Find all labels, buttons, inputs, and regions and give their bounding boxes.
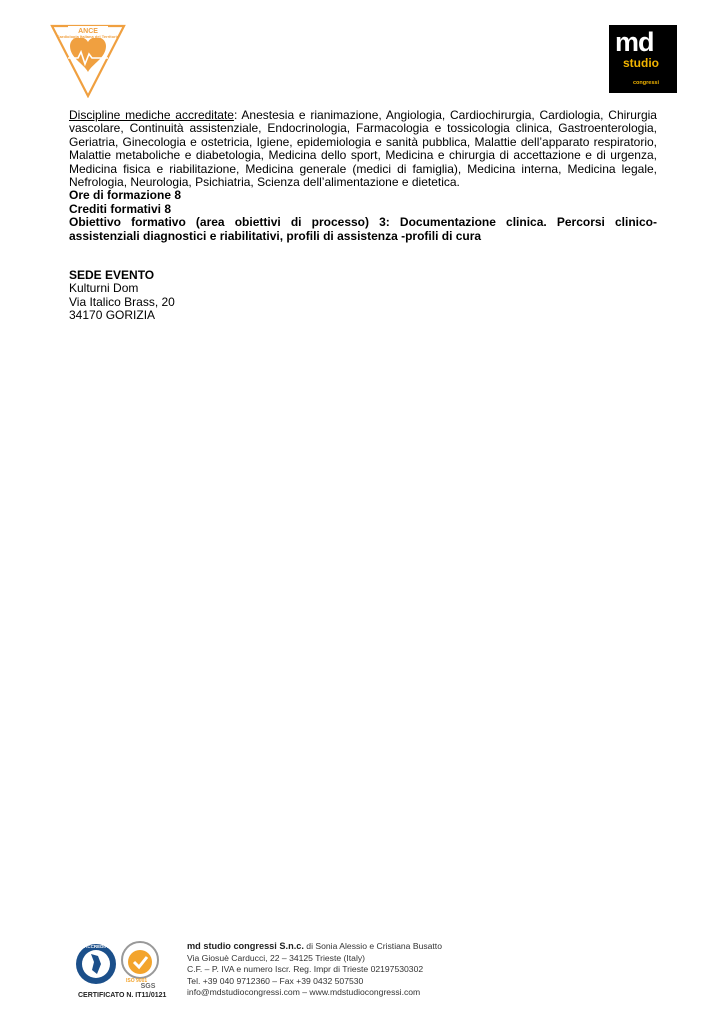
company-address: Via Giosuè Carducci, 22 – 34125 Trieste (Italy) xyxy=(187,952,366,963)
certificate-number: CERTIFICATO N. IT11/0121 xyxy=(78,992,167,999)
ance-subtitle: Cardiologia Italiana del Territorio xyxy=(56,34,120,39)
md-logo-word: studio xyxy=(623,56,659,70)
sgs-text: SGS xyxy=(140,983,156,990)
venue-name: Kulturni Dom xyxy=(69,281,139,296)
venue-heading: SEDE EVENTO xyxy=(69,268,155,283)
disciplines-paragraph xyxy=(69,109,657,189)
company-owners: di Sonia Alessio e Cristiana Busatto xyxy=(303,941,442,951)
ance-acronym: ANCE xyxy=(78,28,98,35)
company-footer xyxy=(187,941,442,999)
disciplines-label: Discipline mediche accreditate xyxy=(69,108,234,122)
iso-text: ISO 9001 xyxy=(126,978,148,984)
company-line xyxy=(187,941,442,953)
venue-city: 34170 GORIZIA xyxy=(69,308,156,323)
venue-street: Via Italico Brass, 20 xyxy=(69,294,175,309)
company-name: md studio congressi S.n.c. xyxy=(187,941,304,951)
training-hours: Ore di formazione 8 xyxy=(69,188,182,203)
disciplines-list: : Anestesia e rianimazione, Angiologia, Cardiochirurgia, Cardiologia, Chirurgia vascolare, Continuità assistenziale, Endocrinologia, Farmacologia e tossicologia clinica, Gastroenterologia, Geriatria, Ginecologia e ostetricia, Igiene, epidemiologia e sanità pubblica, Malattie dell’apparato respiratorio, Malattie metaboliche e diabetologia, Medicina dello sport, Medicina e chirurgia di accettazione e di urgenza, Medicina fisica e riabilitazione, Medicina generale (medici di famiglia), Medicina interna, Medicina legale, Nefrologia, Neurologia, Psichiatria, Scienza dell’alimentazione e dietetica. xyxy=(69,108,657,190)
md-logo-sub: congressi xyxy=(633,80,659,86)
training-objective: Obiettivo formativo (area obiettivi di processo) 3: Documentazione clinica. Percorsi clinico-assistenziali diagnostici e riabilitativi, profili di assistenza -profili di cura xyxy=(69,215,657,243)
document-body xyxy=(69,109,657,323)
ance-logo xyxy=(50,24,126,98)
company-contacts: info@mdstudiocongressi.com – www.mdstudiocongressi.com xyxy=(187,987,421,998)
md-logo-mark: md xyxy=(615,27,654,57)
training-credits: Crediti formativi 8 xyxy=(69,201,172,216)
accredia-text: ACCREDIA xyxy=(84,944,108,949)
md-studio-logo xyxy=(609,25,677,93)
company-phone: Tel. +39 040 9712360 – Fax +39 0432 507530 xyxy=(187,975,364,986)
company-tax: C.F. – P. IVA e numero Iscr. Reg. Impr di Trieste 02197530302 xyxy=(187,964,424,975)
